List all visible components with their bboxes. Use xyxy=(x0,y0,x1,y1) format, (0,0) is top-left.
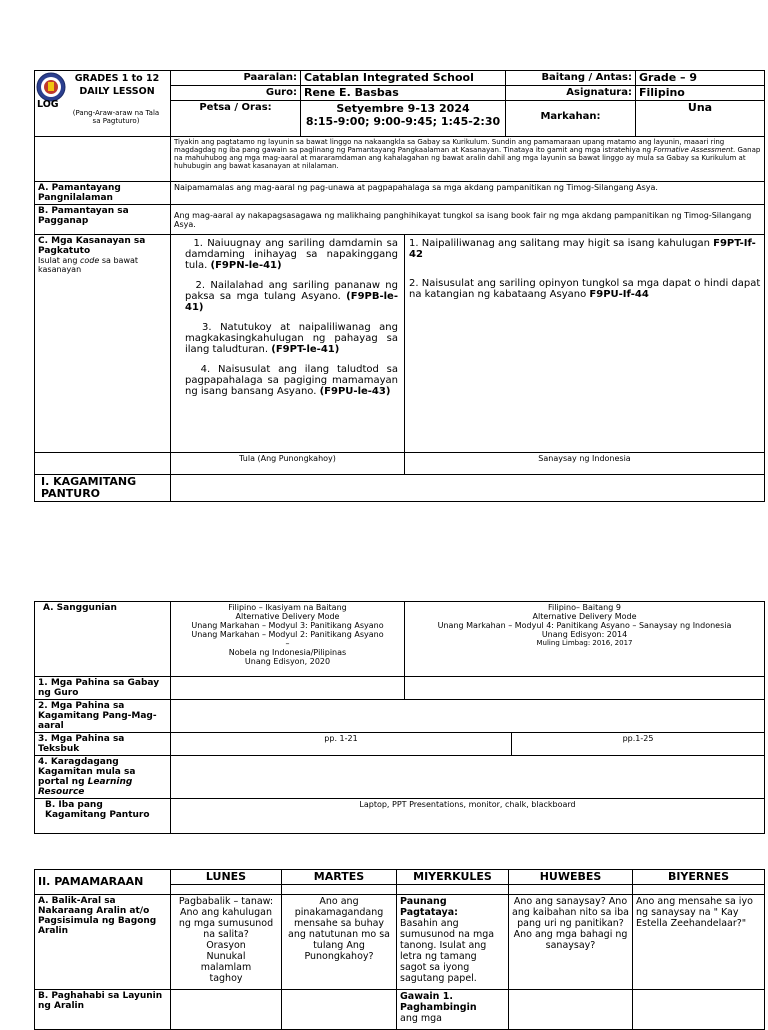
school-value: Catablan Integrated School xyxy=(301,71,506,86)
materials-table xyxy=(34,601,765,834)
competencies-sublabel: Isulat ang code sa bawat kasanayan xyxy=(38,256,139,274)
textbook-pages-right: pp.1-25 xyxy=(512,733,765,756)
competency-item: 2. Naisusulat ang sariling opinyon tungkol sa mga dapat o hindi dapat na katangian ng kabataang Asyano F9PU-If-44 xyxy=(409,278,761,300)
header-table xyxy=(34,70,765,137)
other-materials-value: Laptop, PPT Presentations, monitor, chalk, blackboard xyxy=(171,799,765,834)
objectives-intro: Tiyakin ang pagtatamo ng layunin sa bawat linggo na nakaangkla sa Gabay sa Kurikulum. Sundin ang pamamaraan upang matamo ang layunin, maaari ring magdagdag ng iba pang gawain sa paglinang ng Pamantayang Pangkaalaman at Kasanayan. Tinataya ito gamit ang mga istratehiya ng Formative Assessment. Ganap na mahuhubog ang mga mag-aaral at mararamdaman ang kahalagahan ng bawat aralin dahil ang mga layunin sa bawat linggo ay mula sa Gabay sa Kurikulum at huhubugin ang bawat kasanayan at nilalaman. xyxy=(171,137,765,182)
day-header-huwebes: HUWEBES xyxy=(509,870,633,885)
dll-subtitle: (Pang-Araw-araw na Tala sa Pagtuturo) xyxy=(72,109,160,125)
subject-value: Filipino xyxy=(636,86,765,101)
competency-item: 2. Nailalahad ang sariling pananaw ng paksa sa mga tulang Asyano. (F9PB-le-41) xyxy=(185,280,398,313)
learner-material-label: 2. Mga Pahina sa Kagamitang Pang-Mag-aaral xyxy=(35,700,171,733)
performance-standard-label: B. Pamantayan sa Pagganap xyxy=(35,205,171,235)
review-thursday: Ano ang sanaysay? Ano ang kaibahan nito sa iba pang uri ng panitikan? Ano ang mga bahagi ng sanaysay? xyxy=(509,895,633,990)
content-standard-value: Naipamamalas ang mag-aaral ng pag-unawa at pagpapahalaga sa mga akdang pampanitikan ng Timog-Silangang Asya. xyxy=(171,182,765,205)
review-label: A. Balik-Aral sa Nakaraang Aralin at/o Pagsisimula ng Bagong Aralin xyxy=(35,895,171,990)
performance-standard-value: Ang mag-aaral ay nakapagsasagawa ng malikhaing panghihikayat tungkol sa isang book fair ng mga akdang pampanitikan ng Timog-Silangang Asya. xyxy=(171,205,765,235)
time-value: 8:15-9:00; 9:00-9:45; 1:45-2:30 xyxy=(305,115,501,128)
review-monday: Pagbabalik – tanaw: Ano ang kahulugan ng mga sumusunod na salita? Orasyon Nunukal malamlam taghoy xyxy=(171,895,282,990)
references-label: A. Sanggunian xyxy=(35,602,171,677)
teacher-label: Guro: xyxy=(171,86,301,101)
quarter-value: Una xyxy=(636,101,765,137)
dll-title-line2: DAILY LESSON xyxy=(79,86,155,97)
review-tuesday: Ano ang pinakamagandang mensahe sa buhay ang natutunan mo sa tulang Ang Punongkahoy? xyxy=(282,895,397,990)
content-standard-label: A. Pamantayang Pangnilalaman xyxy=(35,182,171,205)
competencies-left xyxy=(171,235,405,453)
day-header-lunes: LUNES xyxy=(171,870,282,885)
purpose-label: B. Paghahabi sa Layunin ng Aralin xyxy=(35,990,171,1030)
dll-title-line3: LOG xyxy=(37,99,59,110)
procedure-title: II. PAMAMARAAN xyxy=(35,870,171,895)
competency-item: 3. Natutukoy at naipaliliwanag ang magkakasingkahulugan ng pahayag sa ilang taludturan. (F9PT-le-41) xyxy=(185,322,398,355)
competencies-right xyxy=(405,235,765,453)
purpose-wednesday: Gawain 1. Paghambingin ang mga xyxy=(397,990,509,1030)
materials-title: I. KAGAMITANG PANTURO xyxy=(35,475,171,502)
objectives-table xyxy=(34,136,765,502)
content-right: Sanaysay ng Indonesia xyxy=(405,453,765,475)
quarter-label: Markahan: xyxy=(506,101,636,137)
content-left: Tula (Ang Punongkahoy) xyxy=(171,453,405,475)
competency-item: 1. Naiuugnay ang sariling damdamin sa damdaming inihayag sa napakinggang tula. (F9PN-le-41) xyxy=(185,238,399,271)
school-label: Paaralan: xyxy=(171,71,301,86)
teacher-value: Rene E. Basbas xyxy=(301,86,506,101)
date-label: Petsa / Oras: xyxy=(171,101,301,137)
day-header-biyernes: BIYERNES xyxy=(633,870,765,885)
teacher-guide-label: 1. Mga Pahina sa Gabay ng Guro xyxy=(35,677,171,700)
day-header-martes: MARTES xyxy=(282,870,397,885)
textbook-label: 3. Mga Pahina sa Teksbuk xyxy=(35,733,171,756)
date-value: Setyembre 9-13 2024 xyxy=(336,102,470,115)
lr-portal-label: 4. Karagdagang Kagamitan mula sa portal ng Learning Resource xyxy=(35,756,171,799)
review-wednesday: Paunang Pagtataya: Basahin ang sumusunod na mga tanong. Isulat ang letra ng tamang sagot sa iyong sagutang papel. xyxy=(397,895,509,990)
competency-item: 1. Naipaliliwanag ang salitang may higit sa isang kahulugan F9PT-If-42 xyxy=(409,238,756,260)
day-header-miyerkules: MIYERKULES xyxy=(397,870,509,885)
subject-label: Asignatura: xyxy=(506,86,636,101)
textbook-pages-left: pp. 1-21 xyxy=(171,733,512,756)
dll-title-line1: GRADES 1 to 12 xyxy=(74,73,160,84)
grade-label: Baitang / Antas: xyxy=(506,71,636,86)
other-materials-label: B. Iba pang Kagamitang Panturo xyxy=(35,799,171,834)
grade-value: Grade – 9 xyxy=(636,71,765,86)
competencies-label: C. Mga Kasanayan sa Pagkatuto xyxy=(38,236,146,256)
review-friday: Ano ang mensahe sa iyo ng sanaysay na " Kay Estella Zeehandelaar?" xyxy=(633,895,765,990)
competency-item: 4. Naisusulat ang ilang taludtod sa pagpapahalaga sa pagiging mamamayan ng isang bansang Asyano. (F9PU-le-43) xyxy=(185,364,398,397)
references-right: Filipino– Baitang 9 Alternative Delivery Mode Unang Markahan – Modyul 4: Panitikang Asyano – Sanaysay ng Indonesia Unang Edisyon: 2014 Muling Limbag: 2016, 2017 xyxy=(405,602,765,677)
references-left: Filipino – Ikasiyam na Baitang Alternative Delivery Mode Unang Markahan – Modyul 3: Panitikang Asyano Unang Markahan – Modyul 2: Panitikang Asyano – Nobela ng Indonesia/Pilipinas Unang Edisyon, 2020 xyxy=(171,602,405,677)
procedure-table xyxy=(34,869,765,1030)
